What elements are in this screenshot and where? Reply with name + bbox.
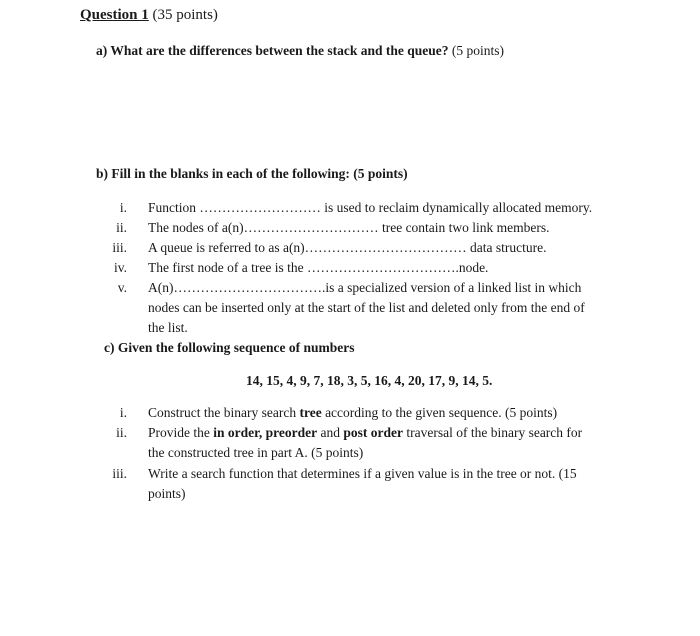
list-item: Construct the binary search tree according to the given sequence. (5 points): [148, 405, 558, 420]
list-number: iv.: [114, 260, 127, 275]
list-item: Provide the in order, preorder and post order traversal of the binary search for: [148, 425, 583, 440]
list-number: iii.: [112, 466, 127, 481]
list-item: Function ……………………… is used to reclaim dynamically allocated memory.: [148, 200, 593, 215]
list-item: A(n)…………………………….is a specialized version of a linked list in which: [148, 280, 582, 295]
part-a-text: a) What are the differences between the stack and the queue?: [96, 43, 449, 58]
list-number: ii.: [116, 425, 127, 440]
list-number: i.: [119, 405, 127, 420]
question-label: Question 1: [80, 7, 149, 23]
list-item: The nodes of a(n)………………………… tree contain two link members.: [148, 220, 550, 235]
list-item: A queue is referred to as a(n)……………………………… data structure.: [148, 240, 547, 255]
list-item: The first node of a tree is the …………………………….node.: [148, 260, 489, 275]
list-item-continuation: nodes can be inserted only at the start of the list and deleted only from the end of: [148, 300, 585, 315]
list-item-continuation: points): [148, 486, 186, 501]
number-sequence: 14, 15, 4, 9, 7, 18, 3, 5, 16, 4, 20, 17, 9, 14, 5.: [246, 373, 493, 388]
list-number: ii.: [116, 220, 127, 235]
list-number: iii.: [112, 240, 127, 255]
part-c-heading: c) Given the following sequence of numbers: [104, 340, 355, 355]
question-title: [80, 7, 218, 24]
list-item-continuation: the list.: [148, 320, 188, 335]
question-points: (35 points): [148, 7, 218, 23]
list-number: i.: [119, 200, 127, 215]
list-item-continuation: the constructed tree in part A. (5 points): [148, 445, 364, 460]
part-a-question: [96, 43, 504, 59]
part-b-heading: b) Fill in the blanks in each of the following: (5 points): [96, 166, 408, 181]
part-a-points: (5 points): [448, 43, 504, 58]
list-number: v.: [117, 280, 127, 295]
list-item: Write a search function that determines if a given value is in the tree or not. (15: [148, 466, 577, 481]
